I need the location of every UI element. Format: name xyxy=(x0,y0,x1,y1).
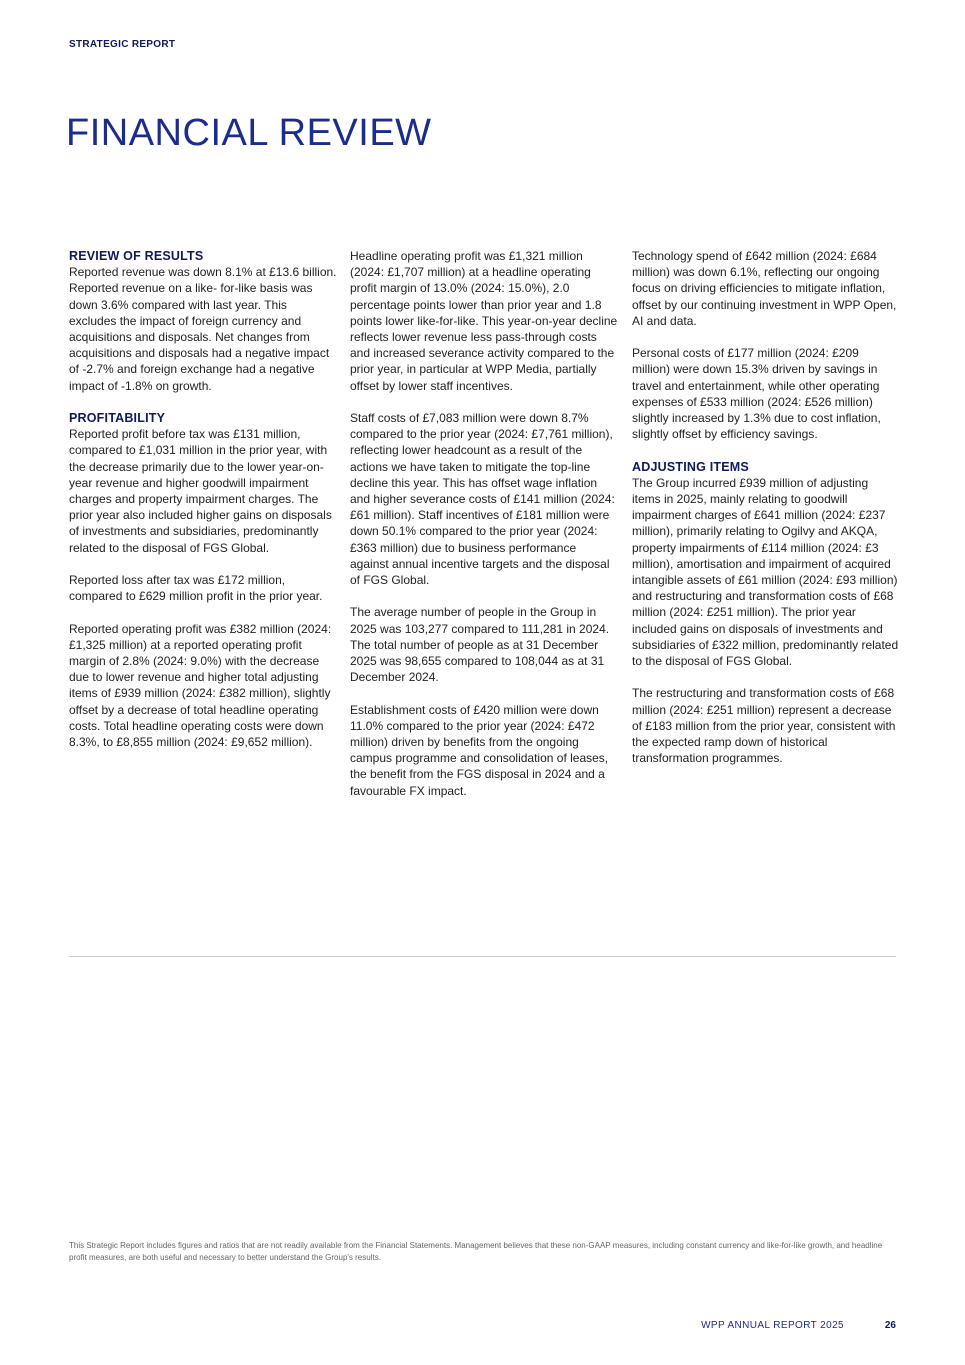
column-1 xyxy=(69,248,337,750)
page-number: 26 xyxy=(884,1320,896,1331)
paragraph-personal-costs: Personal costs of £177 million (2024: £209 million) were down 15.3% driven by savings in travel and entertainment, while other operating expenses of £533 million (2024: £526 million) slightly increased by 1.3% due to cost inflation, slightly offset by efficiency savings. xyxy=(632,346,881,442)
heading-profitability: PROFITABILITY xyxy=(69,411,166,426)
divider xyxy=(69,956,896,957)
paragraph-loss-after-tax: Reported loss after tax was £172 million, compared to £629 million profit in the prior year. xyxy=(69,573,323,604)
paragraph-headcount: The average number of people in the Group in 2025 was 103,277 compared to 111,281 in 2024. The total number of people as at 31 December 2025 was 98,655 compared to 108,044 as at 31 December 2024. xyxy=(350,605,610,685)
column-2 xyxy=(350,248,618,799)
paragraph-operating-profit: Reported operating profit was £382 million (2024: £1,325 million) at a reported operating profit margin of 2.8% (2024: 9.0%) with the decrease due to lower revenue and higher total adjusting items of £939 million (2024: £382 million), slightly offset by a decrease of total headline operating costs. Total headline operating costs were down 8.3%, to £8,855 million (2024: £9,652 million). xyxy=(69,621,332,750)
heading-adjusting-items: ADJUSTING ITEMS xyxy=(632,459,749,474)
footer-report-title: WPP ANNUAL REPORT 2025 xyxy=(701,1320,844,1331)
paragraph-adjusting-items: The Group incurred £939 million of adjusting items in 2025, mainly relating to goodwill impairment charges of £641 million (2024: £237 million), primarily relating to Ogilvy and AKQA, property impairments of £114 million (2024: £3 million), amortisation and impairment of acquired intangible assets of £61 million (2024: £93 million) and restructuring and transformation costs of £68 million (2024: £251 million). The prior year included gains on disposals of investments and subsidiaries of £322 million, predominantly related to the disposal of FGS Global. xyxy=(632,475,899,669)
paragraph-technology-spend: Technology spend of £642 million (2024: £684 million) was down 6.1%, reflecting our ongoing focus on driving efficiencies to mitigate inflation, offset by our continuing investment in WPP Open, AI and data. xyxy=(632,249,897,328)
paragraph-establishment-costs: Establishment costs of £420 million were down 11.0% compared to the prior year (2024: £472 million) driven by benefits from the ongoing campus programme and consolidation of leases, the benefit from the FGS disposal in 2024 and a favourable FX impact. xyxy=(350,702,609,798)
paragraph-staff-costs: Staff costs of £7,083 million were down 8.7% compared to the prior year (2024: £7,761 million), reflecting lower headcount as a result of the actions we have taken to mitigate the top-line decline this year. This has offset wage inflation and higher severance costs of £141 million (2024: £61 million). Staff incentives of £181 million were down 50.1% compared to the prior year (2024: £363 million) due to business performance against annual incentive targets and the disposal of FGS Global. xyxy=(350,411,615,588)
heading-review-of-results: REVIEW OF RESULTS xyxy=(69,249,204,263)
paragraph-review-of-results: Reported revenue was down 8.1% at £13.6 billion. Reported revenue on a like- for-like basis was down 3.6% compared with last year. This excludes the impact of foreign currency and acquisitions and disposals. Net changes from acquisitions and disposals had a negative impact of -2.7% and foreign exchange had a negative impact of -1.8% on growth. xyxy=(69,265,337,393)
paragraph-headline-operating-profit: Headline operating profit was £1,321 million (2024: £1,707 million) at a headline operating profit margin of 13.0% (2024: 15.0%), 2.0 percentage points lower than prior year and 1.8 points lower like-for-like. This year-on-year decline reflects lower revenue less pass-through costs and increased severance activity compared to the prior year, in particular at WPP Media, partially offset by lower staff incentives. xyxy=(350,249,618,393)
footnote: This Strategic Report includes figures and ratios that are not readily available from the Financial Statements. Management believes that these non-GAAP measures, including constant currency and like-for-like growth, and headline profit measures, are both useful and necessary to better understand the Group's results. xyxy=(69,1241,883,1262)
section-label: STRATEGIC REPORT xyxy=(69,39,176,50)
page-title: FINANCIAL REVIEW xyxy=(66,112,432,154)
paragraph-profit-before-tax: Reported profit before tax was £131 million, compared to £1,031 million in the prior year, with the decrease primarily due to the lower year-on-year revenue and higher goodwill impairment charges and property impairment charges. The prior year also included higher gains on disposals of investments and subsidiaries, predominantly related to the disposal of FGS Global. xyxy=(69,427,332,555)
column-3 xyxy=(632,248,900,766)
paragraph-restructuring-costs: The restructuring and transformation costs of £68 million (2024: £251 million) represent a decrease of £183 million from the prior year, consistent with the expected ramp down of historical transformation programmes. xyxy=(632,686,896,766)
